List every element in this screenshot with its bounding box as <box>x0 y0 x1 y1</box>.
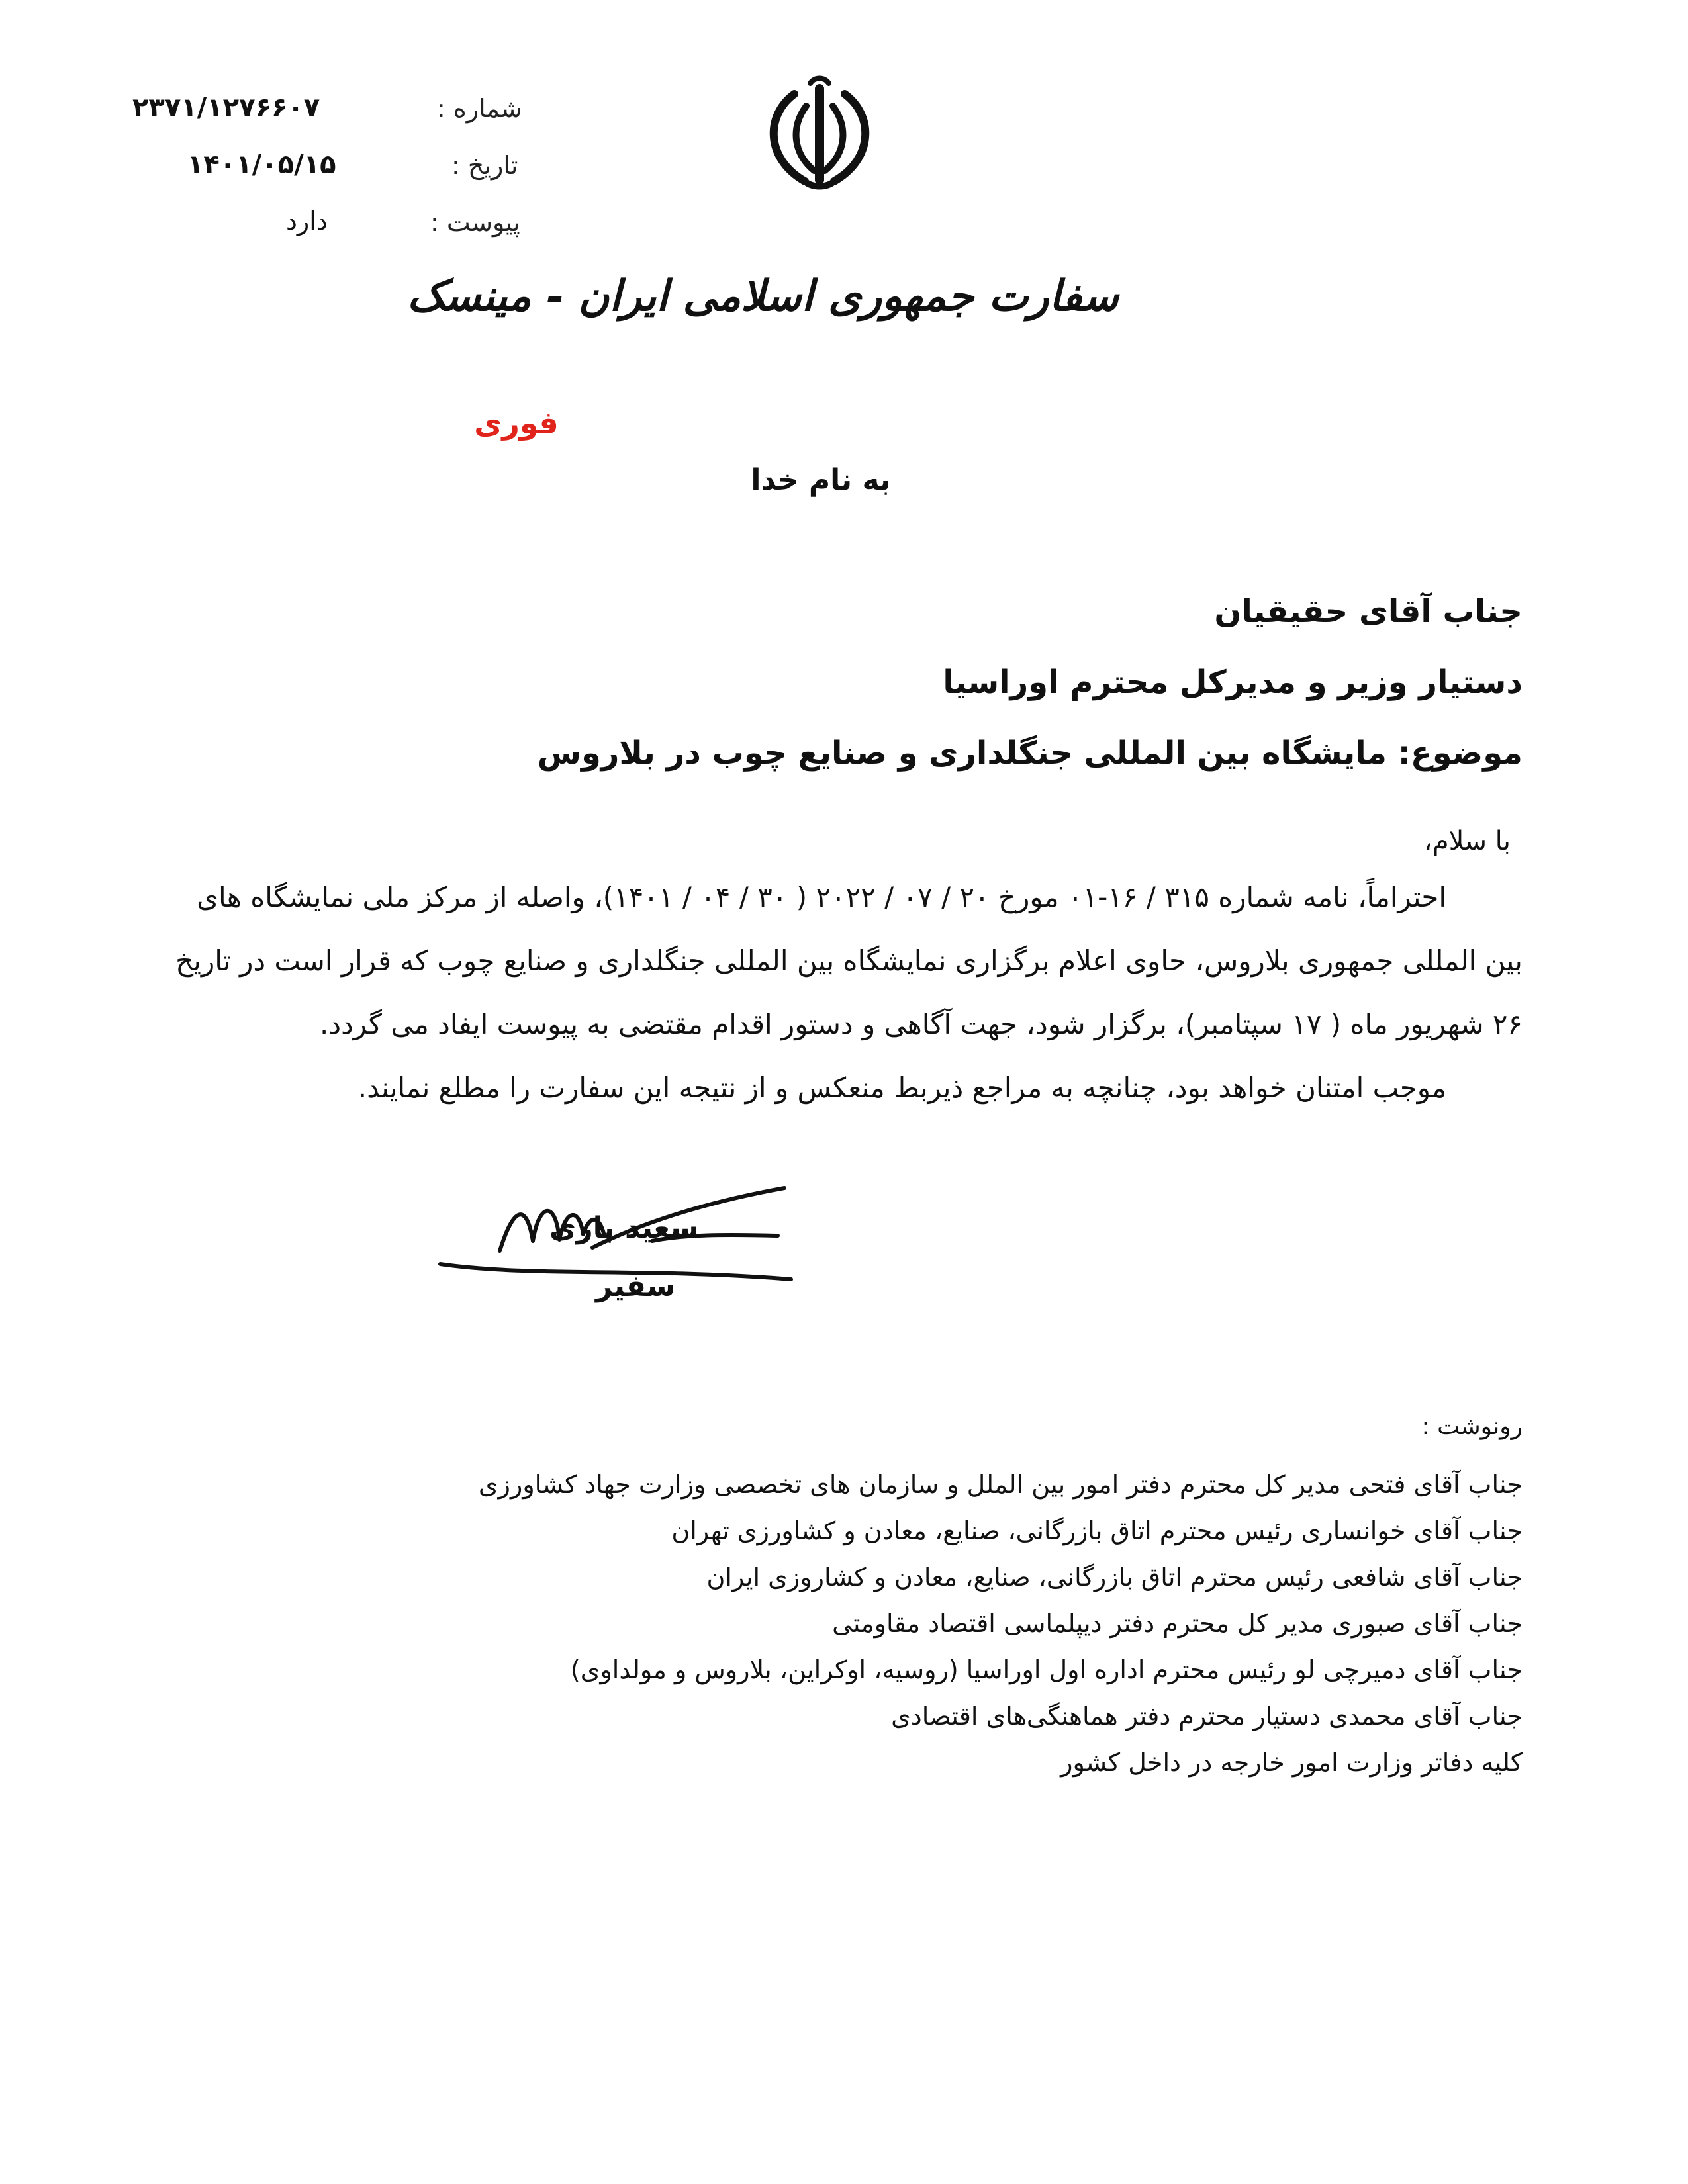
body-line: موجب امتنان خواهد بود، چنانچه به مراجع ذیربط منعکس و از نتیجه این سفارت را مطلع نمایند. <box>357 1071 1446 1104</box>
cc-item: جناب آقای محمدی دستیار محترم دفتر هماهنگی‌های اقتصادی <box>891 1702 1523 1731</box>
body-line: ۲۶ شهریور ماه ( ۱۷ سپتامبر)، برگزار شود، جهت آگاهی و دستور اقدام مقتضی به پیوست ایفاد می گردد. <box>320 1008 1523 1040</box>
number-value: ۲۳۷۱/۱۲۷۶۶۰۷ <box>132 93 320 123</box>
cc-item: جناب آقای دمیرچی لو رئیس محترم اداره اول اوراسیا (روسیه، اوکراین، بلاروس و مولداوی) <box>570 1655 1523 1684</box>
subject-line: موضوع: مایشگاه بین المللی جنگلداری و صنایع چوب در بلاروس <box>537 735 1523 772</box>
cc-item: جناب آقای شافعی رئیس محترم اتاق بازرگانی، صنایع، معادن و کشاروزی ایران <box>706 1563 1523 1592</box>
cc-item: جناب آقای خوانساری رئیس محترم اتاق بازرگانی، صنایع، معادن و کشاورزی تهران <box>671 1516 1523 1545</box>
body-line: احتراماً، نامه شماره ۳۱۵ / ۱۶-۰۱ مورخ ۲۰ / ۰۷ / ۲۰۲۲ ( ۳۰ / ۰۴ / ۱۴۰۱)، واصله از مرکز ملی نمایشگاه های <box>197 881 1446 913</box>
cc-item: جناب آقای فتحی مدیر کل محترم دفتر امور بین الملل و سازمان های تخصصی وزارت جهاد کشاورزی <box>478 1470 1523 1499</box>
priority-label: فوری <box>474 405 559 441</box>
embassy-name: سفارت جمهوری اسلامی ایران - مینسک <box>407 271 1119 321</box>
body-line: بین المللی جمهوری بلاروس، حاوی اعلام برگزاری نمایشگاه بین المللی جنگلداری و صنایع چوب که قرار است در تاریخ <box>175 944 1523 977</box>
body-paragraph <box>113 866 1523 1120</box>
cc-list <box>479 1461 1523 1786</box>
cc-item: جناب آقای صبوری مدیر کل محترم دفتر دیپلماسی اقتصاد مقاومتی <box>832 1609 1523 1638</box>
attachment-value: دارد <box>286 206 328 236</box>
attachment-label: پیوست : <box>430 208 520 237</box>
greeting: با سلام، <box>1423 826 1511 856</box>
cc-item: کلیه دفاتر وزارت امور خارجه در داخل کشور <box>1060 1748 1523 1777</box>
recipient-name: جناب آقای حقیقیان <box>1214 593 1523 630</box>
date-value: ۱۴۰۱/۰۵/۱۵ <box>187 150 336 180</box>
signature-title: سفیر <box>596 1269 676 1303</box>
recipient-title: دستیار وزیر و مدیرکل محترم اوراسیا <box>943 664 1523 701</box>
iran-emblem-icon <box>753 74 886 193</box>
basmala: به نام خدا <box>751 463 891 497</box>
date-label: تاریخ : <box>451 151 518 180</box>
handwritten-signature <box>434 1161 804 1334</box>
number-label: شماره : <box>437 94 522 123</box>
cc-heading: رونوشت : <box>1421 1413 1523 1440</box>
signature-name: سعید باری <box>549 1211 699 1245</box>
